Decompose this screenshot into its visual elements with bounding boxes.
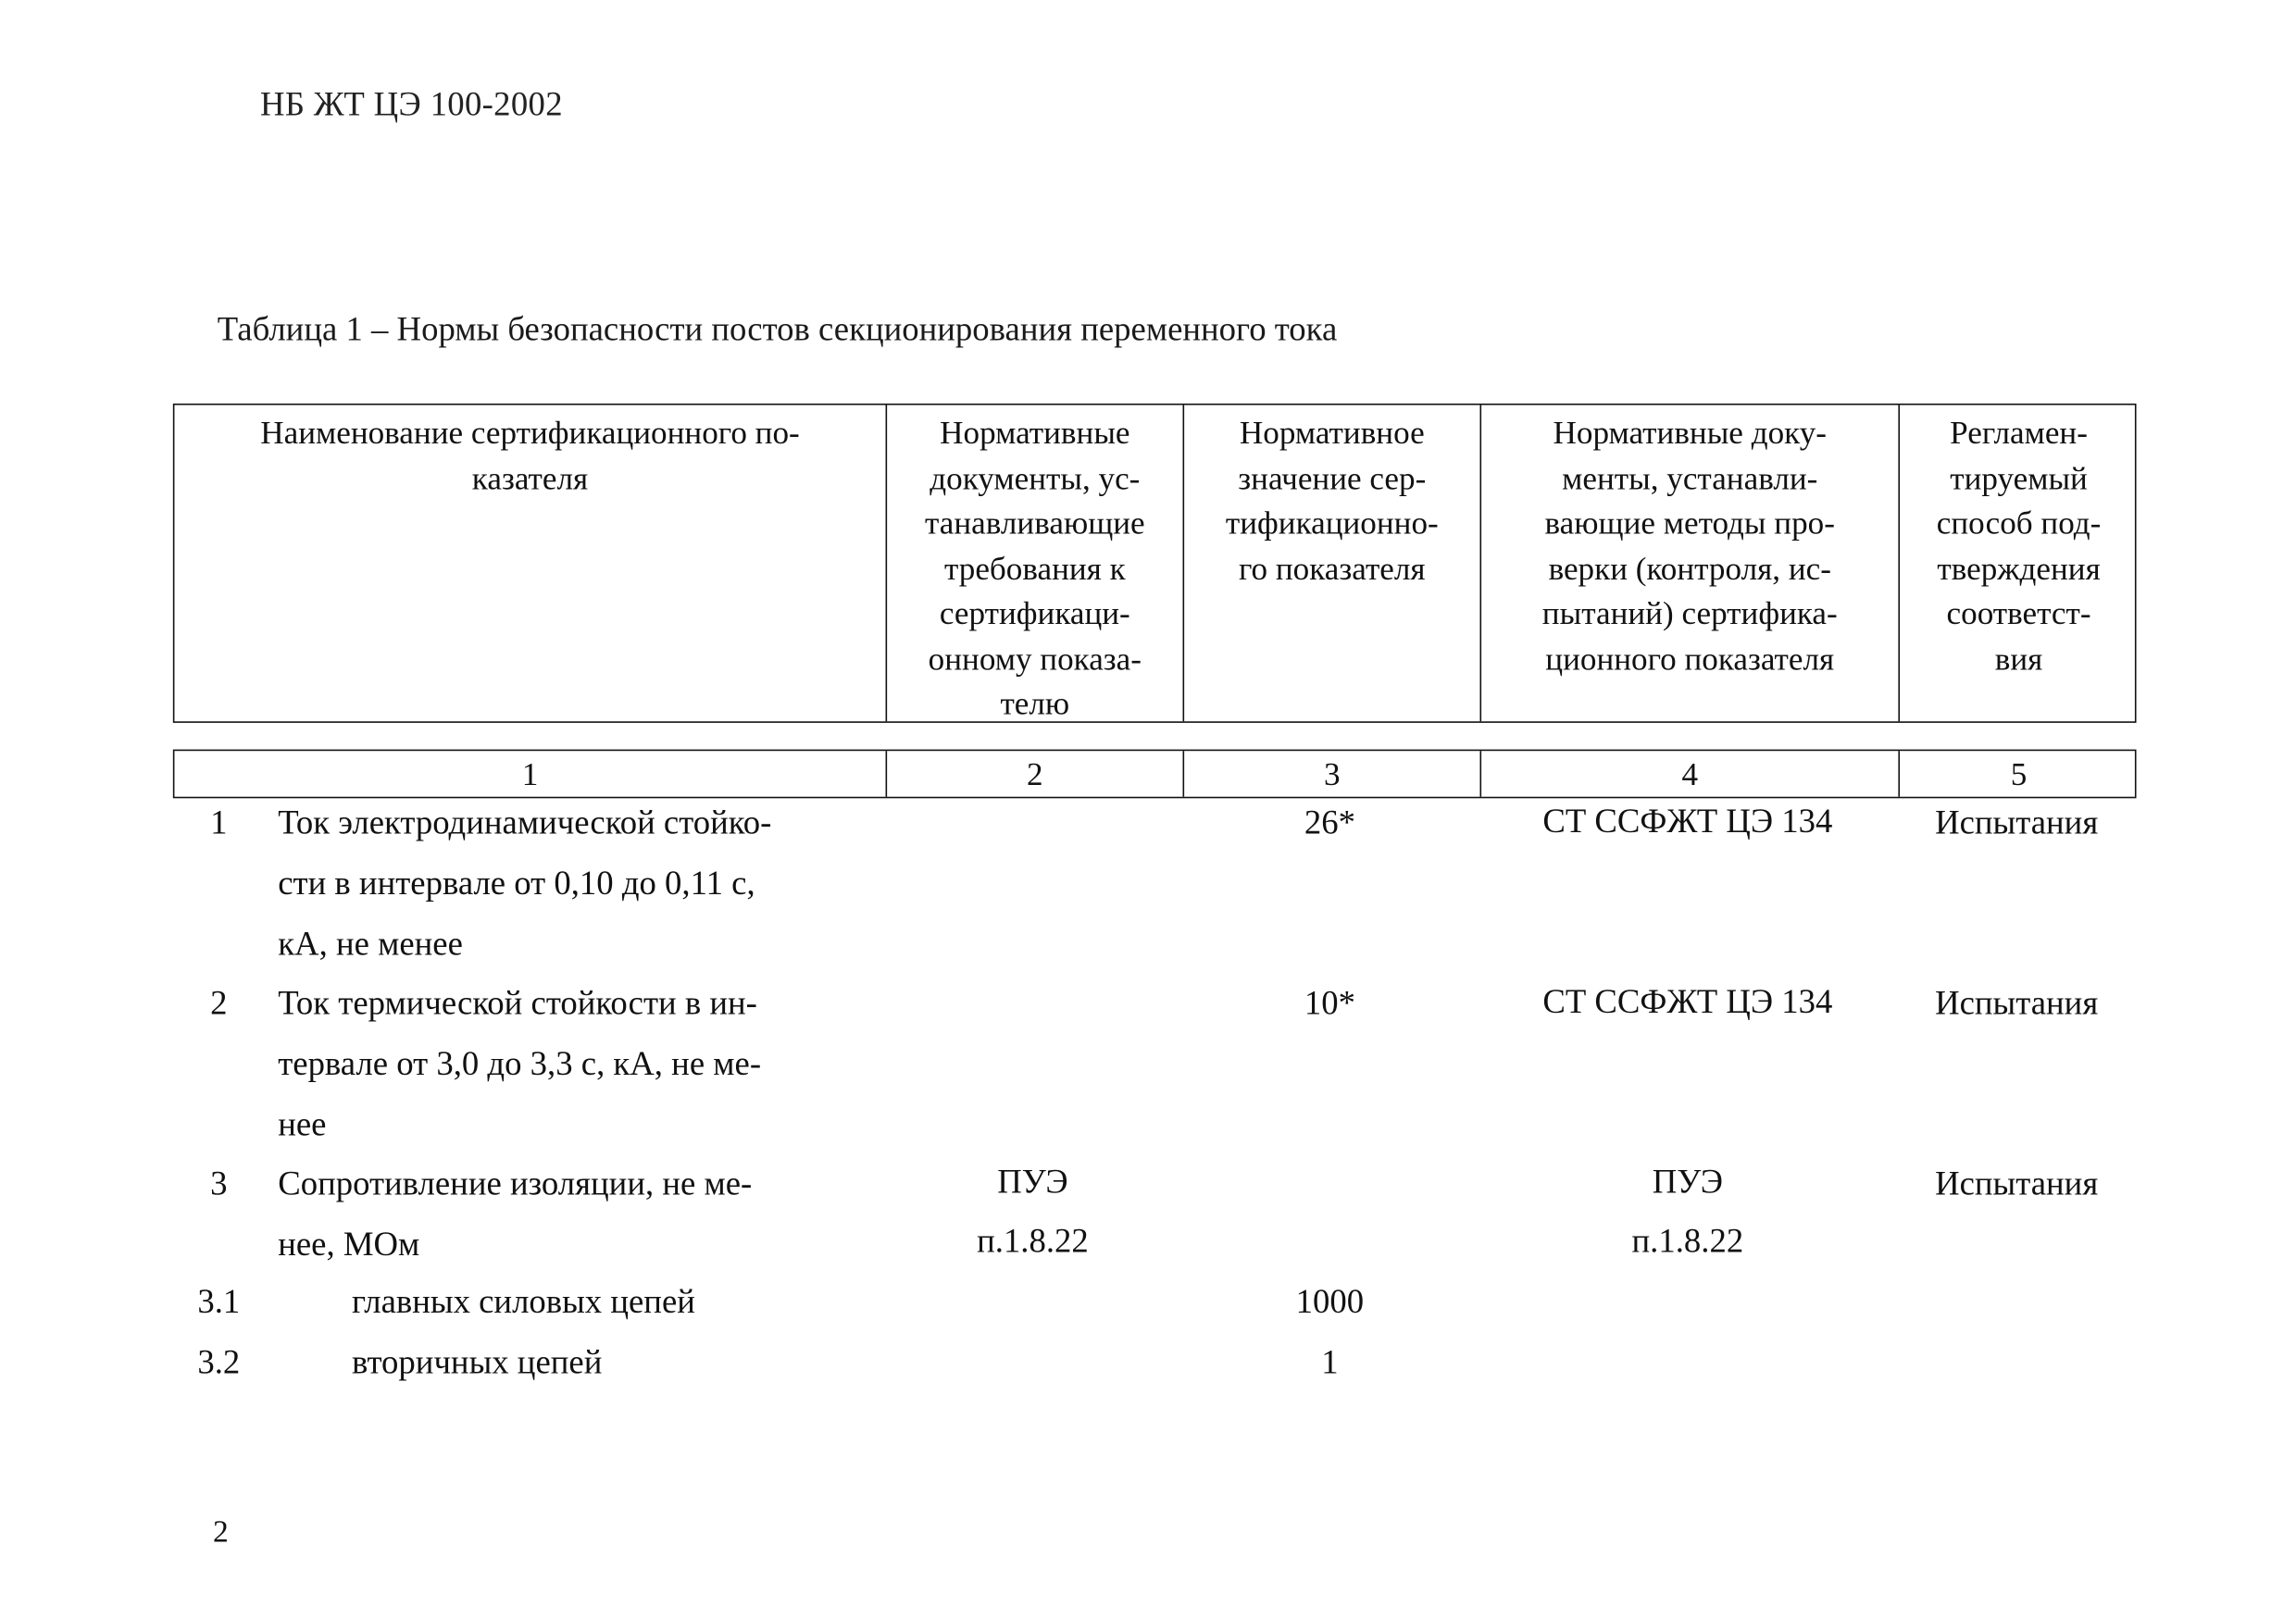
method-docs: ПУЭ п.1.8.22	[1631, 1163, 1744, 1260]
table-header	[173, 404, 2137, 723]
row-number: 2	[210, 984, 228, 1022]
normative-value: 1000	[1295, 1283, 1365, 1321]
page-number: 2	[212, 1513, 229, 1550]
column-number: 4	[1479, 751, 1898, 797]
document-code: НБ ЖТ ЦЭ 100-2002	[260, 85, 563, 123]
column-number: 2	[886, 751, 1183, 797]
normative-value: 26*	[1304, 803, 1355, 841]
indicator-name: вторичных цепей	[352, 1343, 603, 1381]
method-docs: СТ ССФЖТ ЦЭ 134	[1542, 803, 1833, 841]
column-number: 5	[1898, 751, 2138, 797]
row-number: 1	[210, 803, 228, 841]
header-method-docs: Нормативные доку- менты, устанавли- вающие методы про- верки (контроля, ис- пытаний) сертифика- ционного показателя	[1479, 405, 1898, 722]
confirmation-method: Испытания	[1935, 1164, 2099, 1202]
indicator-name: Ток термической стойкости в ин- тервале от 3,0 до 3,3 с, кА, не ме- нее	[278, 984, 762, 1143]
confirmation-method: Испытания	[1935, 803, 2099, 841]
header-requirement-docs: Нормативные документы, ус- танавливающие требования к сертификаци- онному показа- телю	[886, 405, 1183, 722]
table-caption: Таблица 1 – Нормы безопасности постов секционирования переменного тока	[217, 310, 1338, 348]
indicator-name: Сопротивление изоляции, не ме- нее, МОм	[278, 1164, 753, 1263]
column-number: 3	[1183, 751, 1480, 797]
normative-value: 10*	[1304, 984, 1355, 1022]
row-number: 3	[210, 1164, 228, 1202]
column-number: 1	[521, 755, 539, 792]
requirement-docs: ПУЭ п.1.8.22	[977, 1163, 1089, 1260]
column-number-row	[173, 750, 2137, 799]
header-confirmation-method: Регламен- тируемый способ под- тверждения соответст- вия	[1898, 405, 2138, 722]
header-indicator-name: Наименование сертификационного по- казателя	[260, 414, 800, 496]
indicator-name: главных силовых цепей	[352, 1283, 695, 1321]
header-normative-value: Нормативное значение сер- тификационно- го показателя	[1183, 405, 1480, 722]
row-number: 3.2	[197, 1343, 241, 1381]
confirmation-method: Испытания	[1935, 984, 2099, 1022]
row-number: 3.1	[197, 1283, 241, 1321]
indicator-name: Ток электродинамической стойко- сти в интервале от 0,10 до 0,11 с, кА, не менее	[278, 803, 772, 963]
method-docs: СТ ССФЖТ ЦЭ 134	[1542, 982, 1833, 1020]
normative-value: 1	[1321, 1343, 1339, 1381]
